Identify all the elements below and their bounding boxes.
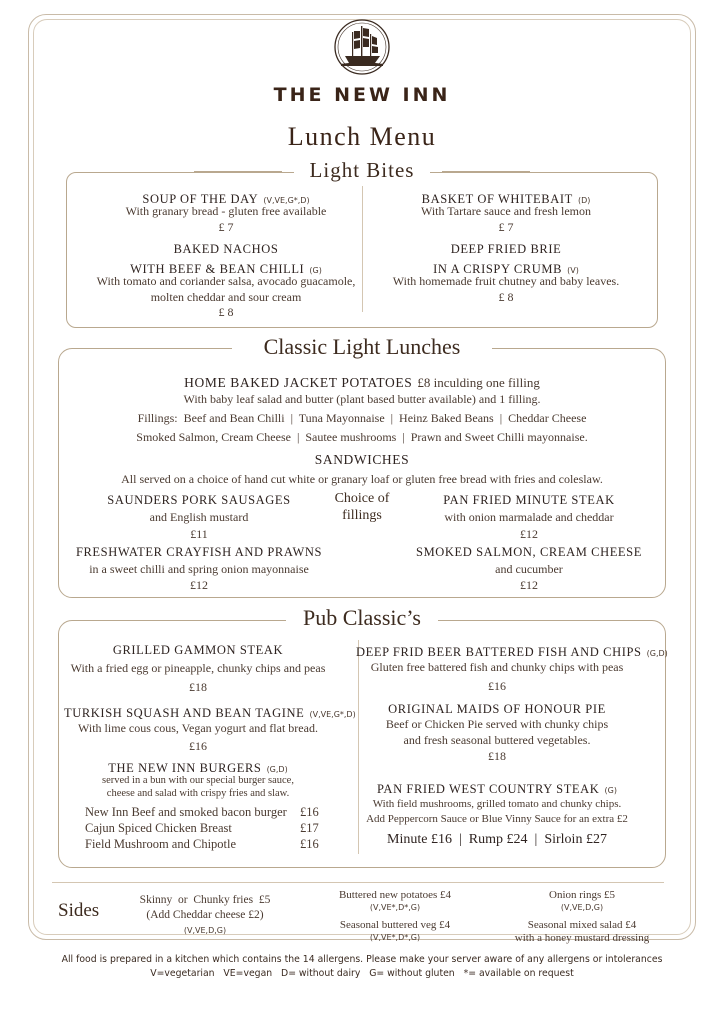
side-item: Skinny or Chunky fries £5	[139, 894, 271, 906]
dietary-tags: (V,VE,G*,D)	[309, 710, 356, 719]
choice-of-fillings: Choice of	[334, 491, 390, 506]
light-bites-divider	[362, 186, 363, 312]
dish-name: DEEP FRID BEER BATTERED FISH AND CHIPS	[356, 645, 642, 659]
dish-description: cheese and salad with crispy fries and slaw.	[106, 788, 290, 799]
dish-name: SOUP OF THE DAY	[142, 192, 259, 206]
dish-name: IN A CRISPY CRUMB	[433, 262, 563, 276]
brand-name: THE NEW INN	[273, 84, 451, 106]
light-bites-heading: Light Bites	[309, 158, 415, 182]
side-item: Buttered new potatoes £4	[338, 889, 452, 901]
dish-price: £16	[189, 739, 207, 753]
logo-badge	[333, 16, 391, 78]
dietary-tags: (V,VE*,D*,G)	[369, 933, 421, 942]
dish-price: £18	[488, 749, 506, 763]
dish-price: £12	[520, 578, 538, 592]
dish-price: £ 7	[498, 220, 514, 234]
sailing-ship-icon	[333, 16, 391, 78]
dish-name: BASKET OF WHITEBAIT	[421, 192, 573, 206]
dish-name: BAKED NACHOS	[173, 242, 279, 256]
dish-description: Gluten free battered fish and chunky chips with peas	[370, 660, 624, 674]
dish-name: HOME BAKED JACKET POTATOES	[184, 375, 413, 390]
dish-description: molten cheddar and sour cream	[150, 290, 302, 304]
dish-name: SAUNDERS PORK SAUSAGES	[107, 493, 291, 507]
dish-price: £8 inculding one filling	[417, 375, 540, 390]
dietary-tags: (V,VE,G*,D)	[263, 196, 310, 205]
dish-name: PAN FRIED WEST COUNTRY STEAK	[377, 782, 600, 796]
burger-option: Field Mushroom and Chipotle	[85, 837, 237, 851]
dish-description: in a sweet chilli and spring onion mayonnaise	[89, 562, 309, 576]
dish-description: and English mustard	[149, 510, 249, 524]
sandwiches-description: All served on a choice of hand cut white or granary loaf or gluten free bread with fries and coleslaw.	[121, 472, 603, 486]
dietary-tags: (G)	[604, 786, 617, 795]
menu-item	[64, 702, 354, 721]
dish-price: £11	[190, 527, 208, 541]
dish-price: £ 7	[218, 220, 234, 234]
fillings-list: Smoked Salmon, Cream Cheese | Sautee mushrooms | Prawn and Sweet Chilli mayonnaise.	[136, 430, 588, 444]
dish-description: and fresh seasonal buttered vegetables.	[403, 733, 591, 747]
classic-lunches-heading: Classic Light Lunches	[263, 334, 461, 359]
sides-rule-top	[52, 882, 664, 883]
page-title: Lunch Menu	[287, 122, 437, 151]
dish-price: £16	[488, 679, 506, 693]
dish-description: With field mushrooms, grilled tomato and chunky chips.	[372, 798, 622, 810]
steak-cuts-prices: Minute £16 | Rump £24 | Sirloin £27	[387, 832, 607, 847]
allergen-notice: All food is prepared in a kitchen which contains the 14 allergens. Please make your server aware of any allergens or intolerances	[61, 954, 663, 965]
dish-name: SMOKED SALMON, CREAM CHEESE	[416, 545, 642, 559]
menu-item	[356, 641, 666, 660]
dish-price: £12	[520, 527, 538, 541]
burger-option-price: £16	[300, 805, 319, 819]
fillings-list: Fillings: Beef and Bean Chilli | Tuna Mayonnaise | Heinz Baked Beans | Cheddar Cheese	[137, 411, 587, 425]
dish-description: and cucumber	[495, 562, 563, 576]
dietary-tags: (V,VE,D,G)	[560, 903, 604, 912]
burger-option-price: £17	[300, 821, 319, 835]
burger-option-price: £16	[300, 837, 319, 851]
dish-name: THE NEW INN BURGERS	[108, 761, 262, 775]
sandwiches-heading: SANDWICHES	[314, 452, 410, 467]
side-item: (Add Cheddar cheese £2)	[146, 909, 264, 921]
dish-name: DEEP FRIED BRIE	[450, 242, 562, 256]
dietary-tags: (G,D)	[266, 765, 288, 774]
dietary-tags: (G,D)	[646, 649, 668, 658]
dish-price: £ 8	[498, 290, 514, 304]
dietary-tags: (V)	[567, 266, 579, 275]
dish-price: £ 8	[218, 305, 234, 319]
dish-description: With tomato and coriander salsa, avocado guacamole,	[96, 274, 356, 288]
burger-option: New Inn Beef and smoked bacon burger	[85, 805, 287, 819]
dish-description: Add Peppercorn Sauce or Blue Vinny Sauce for an extra £2	[366, 813, 628, 825]
dish-name: TURKISH SQUASH AND BEAN TAGINE	[64, 706, 305, 720]
jacket-potato-item	[0, 372, 724, 391]
dish-description: With homemade fruit chutney and baby leaves.	[392, 274, 620, 288]
dish-name: PAN FRIED MINUTE STEAK	[443, 493, 615, 507]
dish-name: FRESHWATER CRAYFISH AND PRAWNS	[75, 545, 323, 559]
side-item: Seasonal buttered veg £4	[339, 919, 451, 931]
dish-description: Beef or Chicken Pie served with chunky chips	[385, 717, 609, 731]
dish-description: With granary bread - gluten free available	[125, 204, 327, 218]
dish-description: With lime cous cous, Vegan yogurt and flat bread.	[78, 721, 318, 735]
dietary-tags: (G)	[309, 266, 322, 275]
menu-item	[64, 757, 332, 776]
dietary-tags: (V,VE*,D*,G)	[369, 903, 421, 912]
side-item: Seasonal mixed salad £4	[527, 919, 637, 931]
choice-of-fillings: fillings	[342, 508, 382, 523]
dish-name: GRILLED GAMMON STEAK	[112, 643, 284, 657]
side-item: with a honey mustard dressing	[514, 932, 650, 944]
dish-price: £12	[190, 578, 208, 592]
side-item: Onion rings £5	[549, 889, 615, 901]
dietary-tags: (D)	[577, 196, 591, 205]
dish-description: With Tartare sauce and fresh lemon	[420, 204, 592, 218]
menu-item	[362, 778, 632, 797]
dish-price: £18	[189, 680, 207, 694]
dish-description: with onion marmalade and cheddar	[444, 510, 614, 524]
dish-description: With a fried egg or pineapple, chunky chips and peas	[70, 661, 326, 675]
pub-classics-heading: Pub Classic’s	[303, 605, 421, 630]
dish-description: With baby leaf salad and butter (plant based butter available) and 1 filling.	[183, 392, 541, 406]
dish-name: ORIGINAL MAIDS OF HONOUR PIE	[388, 702, 606, 716]
burger-option: Cajun Spiced Chicken Breast	[85, 821, 232, 835]
sides-heading: Sides	[58, 900, 100, 921]
dish-name: WITH BEEF & BEAN CHILLI	[130, 262, 305, 276]
dietary-key: V=vegetarian VE=vegan D= without dairy G= without gluten *= available on request	[150, 968, 574, 979]
dish-description: served in a bun with our special burger sauce,	[102, 775, 294, 786]
dietary-tags: (V,VE,D,G)	[183, 926, 227, 935]
